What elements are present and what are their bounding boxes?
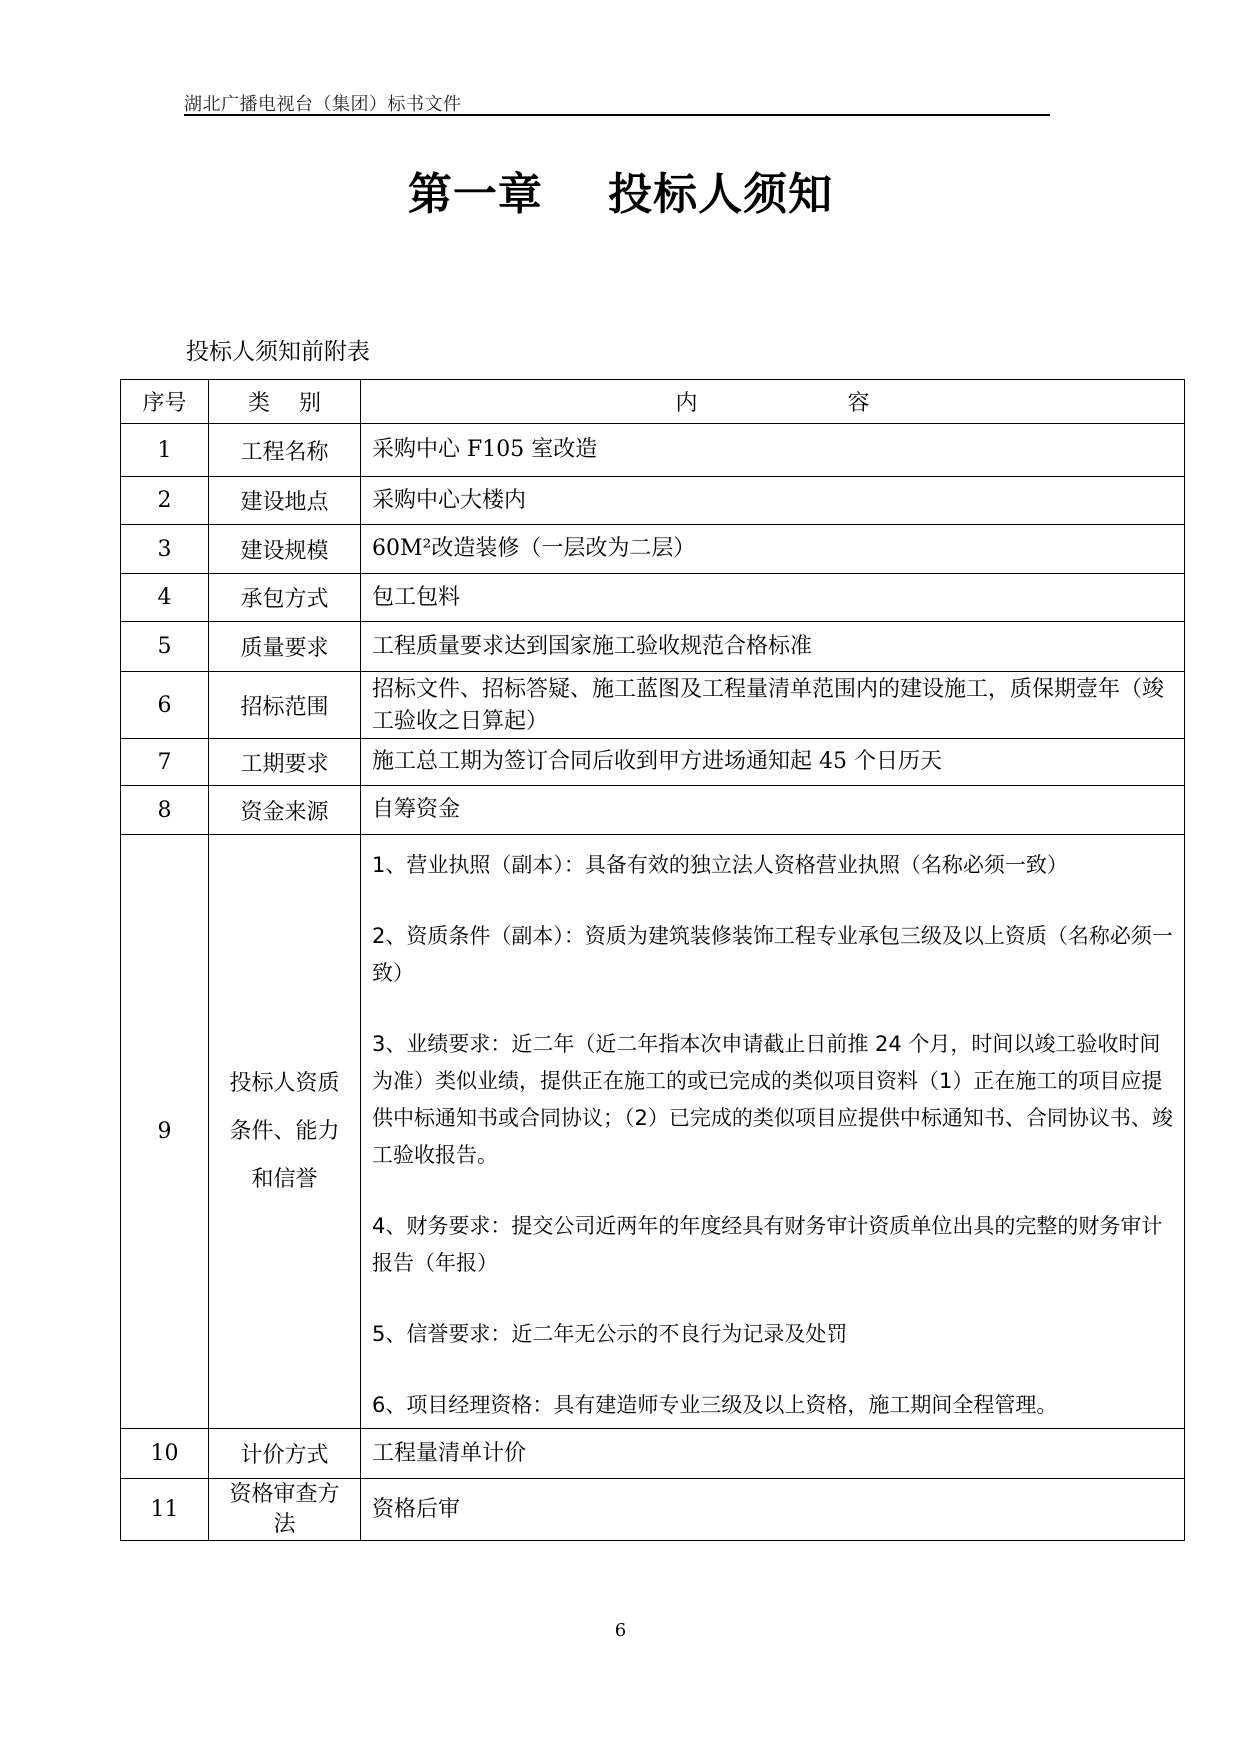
row-content: 工程量清单计价 — [361, 1429, 1185, 1479]
table-header-row — [121, 380, 1185, 424]
table-row — [121, 424, 1185, 477]
category-line: 投标人资质 — [229, 1070, 340, 1096]
table-row — [121, 1429, 1185, 1479]
row-content: 自筹资金 — [361, 786, 1185, 835]
row-no: 8 — [121, 786, 209, 835]
row-no: 10 — [121, 1429, 209, 1479]
row-no: 6 — [121, 672, 209, 739]
row-content — [361, 835, 1185, 1429]
table-row — [121, 574, 1185, 622]
header-content — [361, 380, 1185, 424]
page-number: 6 — [614, 1620, 627, 1641]
row-category — [209, 835, 361, 1429]
row-category: 建设地点 — [209, 477, 361, 525]
row-no: 3 — [121, 525, 209, 574]
header-category: 类 别 — [209, 380, 361, 424]
table-row — [121, 739, 1185, 786]
table-row — [121, 672, 1185, 739]
header-text: 湖北广播电视台（集团）标书文件 — [184, 94, 462, 115]
bidder-instructions-table — [120, 379, 1185, 1541]
row-no: 2 — [121, 477, 209, 525]
row-category — [209, 1479, 361, 1541]
table-caption: 投标人须知前附表 — [186, 339, 370, 365]
page-header — [184, 86, 1050, 116]
header-no: 序号 — [121, 380, 209, 424]
header-content-right: 容 — [847, 391, 870, 416]
row-content: 招标文件、招标答疑、施工蓝图及工程量清单范围内的建设施工，质保期壹年（竣工验收之日算起） — [361, 672, 1185, 739]
row-content: 施工总工期为签订合同后收到甲方进场通知起 45 个日历天 — [361, 739, 1185, 786]
row-content: 60M²改造装修（一层改为二层） — [361, 525, 1185, 574]
row-category: 计价方式 — [209, 1429, 361, 1479]
category-line: 资格审查方 — [229, 1481, 340, 1507]
row-no: 1 — [121, 424, 209, 477]
table-row — [121, 1479, 1185, 1541]
row-category: 工程名称 — [209, 424, 361, 477]
row-category: 承包方式 — [209, 574, 361, 622]
table-row — [121, 477, 1185, 525]
row-no: 9 — [121, 835, 209, 1429]
row-content: 资格后审 — [361, 1479, 1185, 1541]
row-category: 资金来源 — [209, 786, 361, 835]
row-category: 质量要求 — [209, 622, 361, 672]
row-category: 招标范围 — [209, 672, 361, 739]
chapter-title: 第一章 投标人须知 — [407, 169, 834, 220]
category-line: 条件、能力 — [229, 1118, 340, 1144]
row-no: 11 — [121, 1479, 209, 1541]
row-content: 包工包料 — [361, 574, 1185, 622]
table-row — [121, 622, 1185, 672]
requirement-item: 5、信誉要求：近二年无公示的不良行为记录及处罚 — [372, 1322, 848, 1346]
requirement-item: 3、业绩要求：近二年（近二年指本次申请截止日前推 24 个月，时间以竣工验收时间为准）类似业绩，提供正在施工的或已完成的类似项目资料（1）正在施工的项目应提供中标通知书或合同协议；（2）已完成的类似项目应提供中标通知书、合同协议书、竣工验收报告。 — [372, 1032, 1173, 1167]
requirement-item: 4、财务要求：提交公司近两年的年度经具有财务审计资质单位出具的完整的财务审计报告（年报） — [372, 1214, 1163, 1275]
row-no: 4 — [121, 574, 209, 622]
table-row — [121, 835, 1185, 1429]
table-row — [121, 786, 1185, 835]
row-no: 5 — [121, 622, 209, 672]
row-content: 采购中心 F105 室改造 — [361, 424, 1185, 477]
row-category: 工期要求 — [209, 739, 361, 786]
table-row — [121, 525, 1185, 574]
row-no: 7 — [121, 739, 209, 786]
requirement-item: 1、营业执照（副本）：具备有效的独立法人资格营业执照（名称必须一致） — [372, 853, 1068, 877]
row-content: 工程质量要求达到国家施工验收规范合格标准 — [361, 622, 1185, 672]
category-line: 和信誉 — [251, 1166, 318, 1192]
category-line: 法 — [273, 1511, 296, 1537]
requirement-item: 6、项目经理资格：具有建造师专业三级及以上资格，施工期间全程管理。 — [372, 1393, 1058, 1417]
requirement-item: 2、资质条件（副本）：资质为建筑装修装饰工程专业承包三级及以上资质（名称必须一致） — [372, 924, 1173, 985]
row-content: 采购中心大楼内 — [361, 477, 1185, 525]
row-category: 建设规模 — [209, 525, 361, 574]
header-content-left: 内 — [675, 391, 698, 416]
